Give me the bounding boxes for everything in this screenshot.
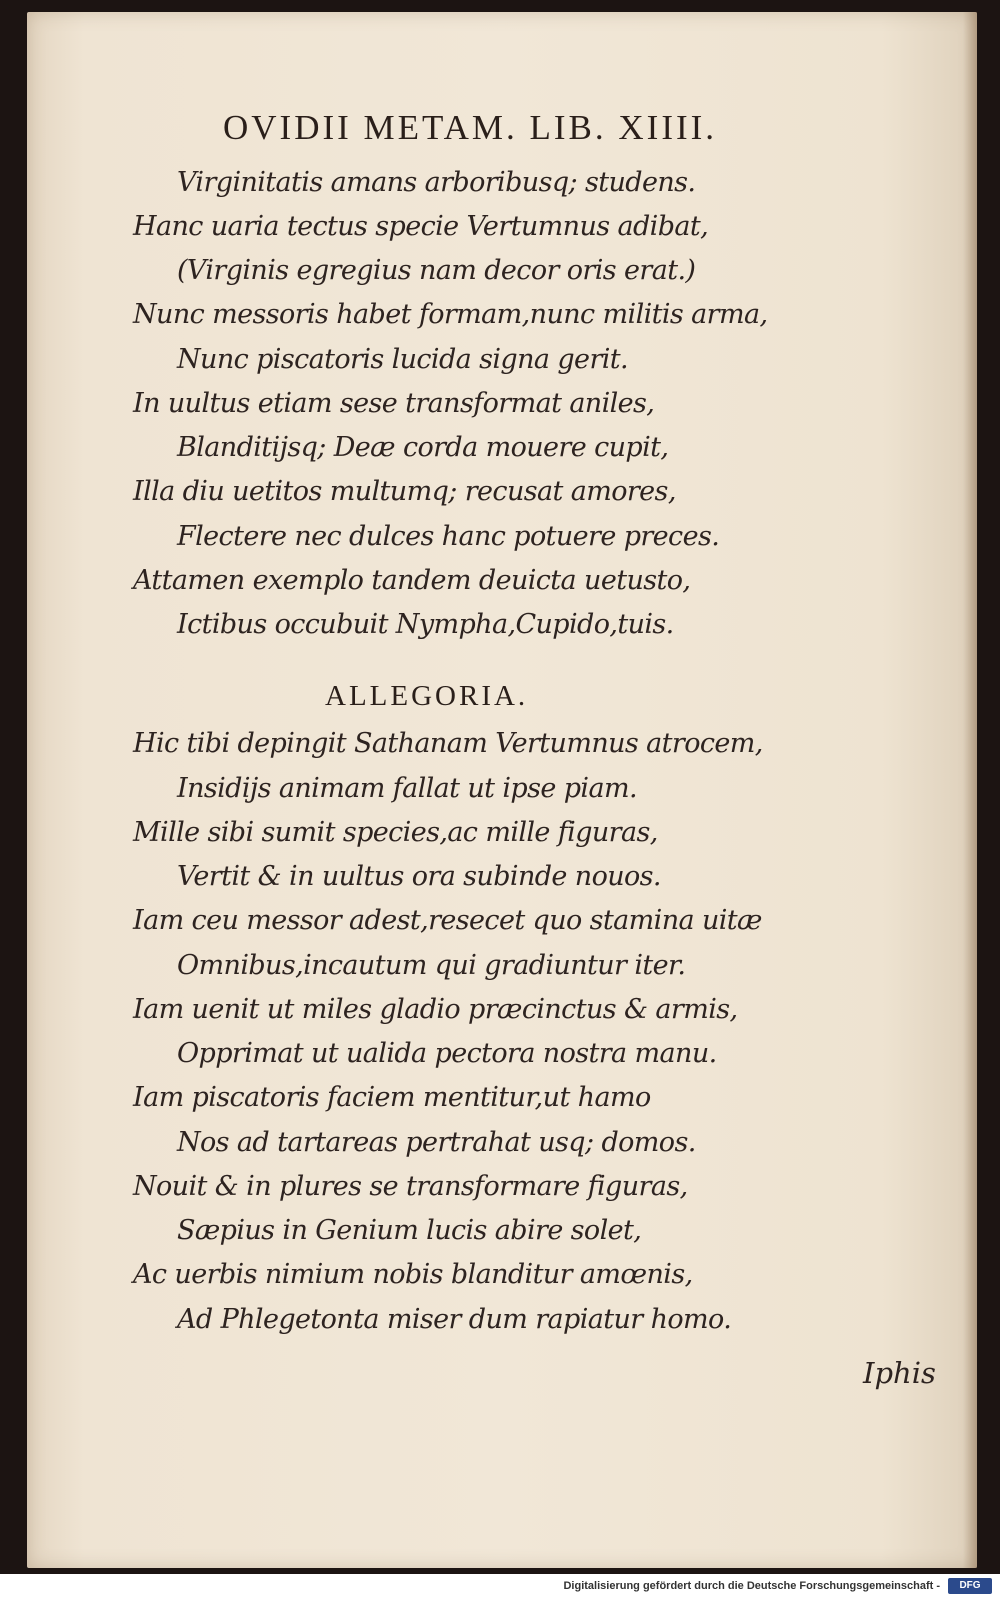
verse-line: Nos ad tartareas pertrahat usq; domos.: [177, 1127, 696, 1158]
allegory-body: [27, 12, 977, 1568]
verse-line: Ictibus occubuit Nympha,Cupido,tuis.: [177, 609, 674, 640]
verse-line: Iam uenit ut miles gladio præcinctus & armis,: [133, 994, 738, 1025]
verse-line: Hanc uaria tectus specie Vertumnus adibat,: [133, 211, 709, 242]
verse-line: Hic tibi depingit Sathanam Vertumnus atrocem,: [133, 728, 763, 759]
verse-line: Attamen exemplo tandem deuicta uetusto,: [133, 565, 691, 596]
digitization-footer: [0, 1575, 1000, 1601]
funding-credit: Digitalisierung gefördert durch die Deutsche Forschungsgemeinschaft -: [563, 1580, 940, 1592]
verse-line: Iam piscatoris faciem mentitur,ut hamo: [133, 1082, 651, 1113]
book-page: [27, 12, 977, 1568]
verse-line: Omnibus,incautum qui gradiuntur iter.: [177, 950, 686, 981]
verse-line: (Virginis egregius nam decor oris erat.): [177, 255, 696, 286]
verse-line: Mille sibi sumit species,ac mille figuras,: [133, 817, 658, 848]
verse-line: In uultus etiam sese transformat aniles,: [133, 388, 655, 419]
verse-line: Opprimat ut ualida pectora nostra manu.: [177, 1038, 717, 1069]
verse-line: Nouit & in plures se transformare figuras,: [133, 1171, 688, 1202]
verse-line: Illa diu uetitos multumq; recusat amores,: [133, 476, 676, 507]
verse-line: Nunc piscatoris lucida signa gerit.: [177, 344, 629, 375]
verse-line: Insidijs animam fallat ut ipse piam.: [177, 773, 637, 804]
verse-line: Iam ceu messor adest,resecet quo stamina uitæ: [133, 905, 762, 936]
verse-line: Flectere nec dulces hanc potuere preces.: [177, 521, 720, 552]
verse-line: Ac uerbis nimium nobis blanditur amœnis,: [133, 1259, 693, 1290]
verse-line: Virginitatis amans arboribusq; studens.: [177, 167, 696, 198]
catchword: Iphis: [863, 1356, 936, 1390]
running-head: OVIDII METAM. LIB. XIIII.: [223, 108, 718, 147]
verse-line: Sæpius in Genium lucis abire solet,: [177, 1215, 642, 1246]
verse-line: Nunc messoris habet formam,nunc militis arma,: [133, 299, 768, 330]
section-title: ALLEGORIA.: [325, 680, 529, 712]
verse-line: Vertit & in uultus ora subinde nouos.: [177, 861, 661, 892]
verse-line: Blanditijsq; Deæ corda mouere cupit,: [177, 432, 669, 463]
verse-line: Ad Phlegetonta miser dum rapiatur homo.: [177, 1304, 732, 1335]
dfg-logo-icon: DFG: [948, 1578, 992, 1594]
